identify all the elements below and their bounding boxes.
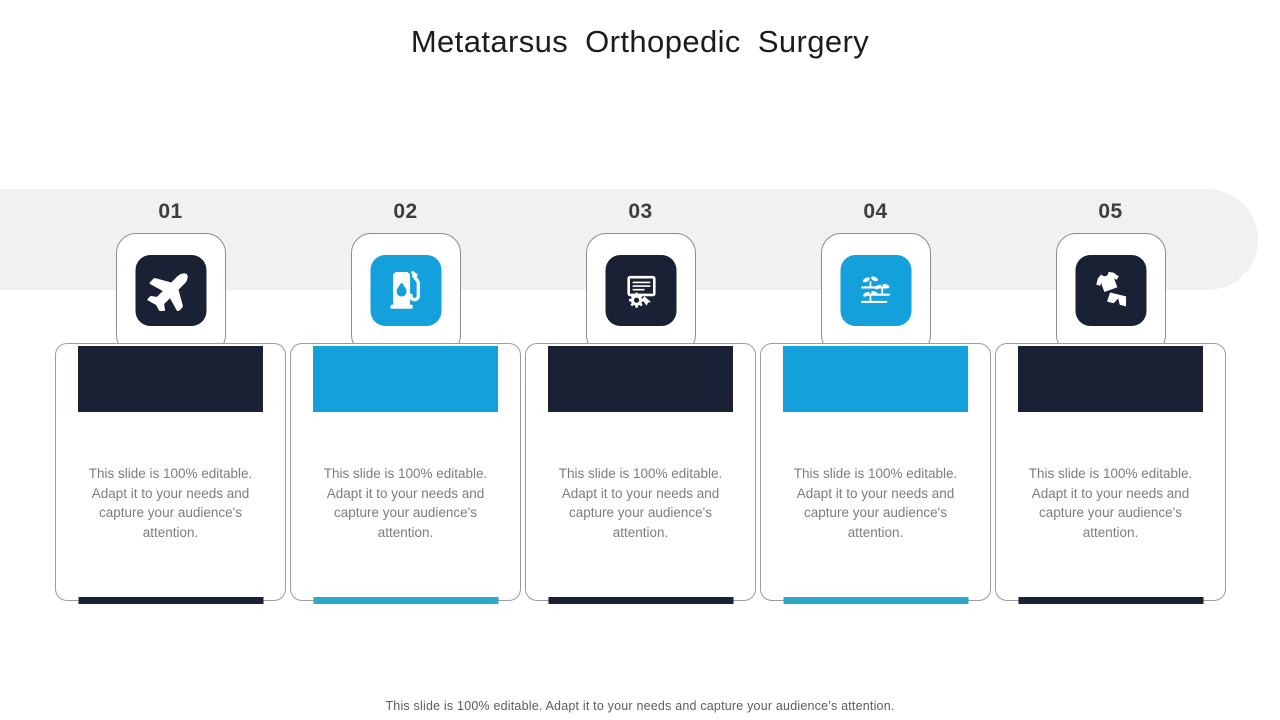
footer-caption: This slide is 100% editable. Adapt it to your needs and capture your audience’s attention. [385,699,895,713]
step-card[interactable] [290,343,521,601]
steps-row [55,199,1226,611]
step-number: 05 [1098,200,1123,223]
step-column [760,199,991,611]
step-number: 03 [628,200,653,223]
card-bottom-bar [313,597,498,604]
card-bottom-bar [783,597,968,604]
card-header[interactable] [78,346,263,412]
card-header-line1: Metatarsus [126,358,215,377]
card-header-line1: Add [1094,358,1127,377]
icon-tile[interactable] [1075,255,1146,326]
card-header-line2: Text Here [369,380,442,399]
card-bottom-bar [548,597,733,604]
card-body-text[interactable]: This slide is 100% editable. Adapt it to your needs and capture your audience's attention. [323,466,488,540]
step-number: 01 [158,200,183,223]
certificate-icon [620,270,662,312]
card-header-line2: Text Here [604,380,677,399]
icon-tile[interactable] [605,255,676,326]
card-header[interactable] [313,346,498,412]
card-body-text[interactable]: This slide is 100% editable. Adapt it to your needs and capture your audience's attention. [558,466,723,540]
card-header-line2: Text Here [839,380,912,399]
step-column [290,199,521,611]
step-number: 04 [863,200,888,223]
card-header-line1: Add [389,358,422,377]
card-header[interactable] [548,346,733,412]
card-header[interactable] [783,346,968,412]
step-column [525,199,756,611]
step-card[interactable] [760,343,991,601]
step-card[interactable] [55,343,286,601]
step-number: 02 [393,200,418,223]
card-header-line1: Add [859,358,892,377]
card-body-text[interactable]: This slide is 100% editable. Adapt it to your needs and capture your audience's attention. [793,466,958,540]
seedling-rows-icon [855,270,897,312]
card-bottom-bar [1018,597,1203,604]
card-header-line1: Add [624,358,657,377]
card-header-line2: Text Here [1074,380,1147,399]
step-card[interactable] [525,343,756,601]
step-column [995,199,1226,611]
icon-tile[interactable] [370,255,441,326]
card-header-line2: Orthopedic Surgery [93,380,248,399]
card-body-text[interactable]: This slide is 100% editable. Adapt it to your needs and capture your audience's attention. [88,466,253,540]
card-body-text[interactable]: This slide is 100% editable. Adapt it to your needs and capture your audience's attention. [1028,466,1193,540]
icon-tile[interactable] [135,255,206,326]
card-header[interactable] [1018,346,1203,412]
clothing-icon [1089,269,1133,313]
fuel-pump-icon [385,270,427,312]
icon-tile[interactable] [840,255,911,326]
airplane-icon [148,270,194,311]
step-column [55,199,286,611]
card-bottom-bar [78,597,263,604]
step-card[interactable] [995,343,1226,601]
slide-title: Metatarsus Orthopedic Surgery [410,24,870,59]
